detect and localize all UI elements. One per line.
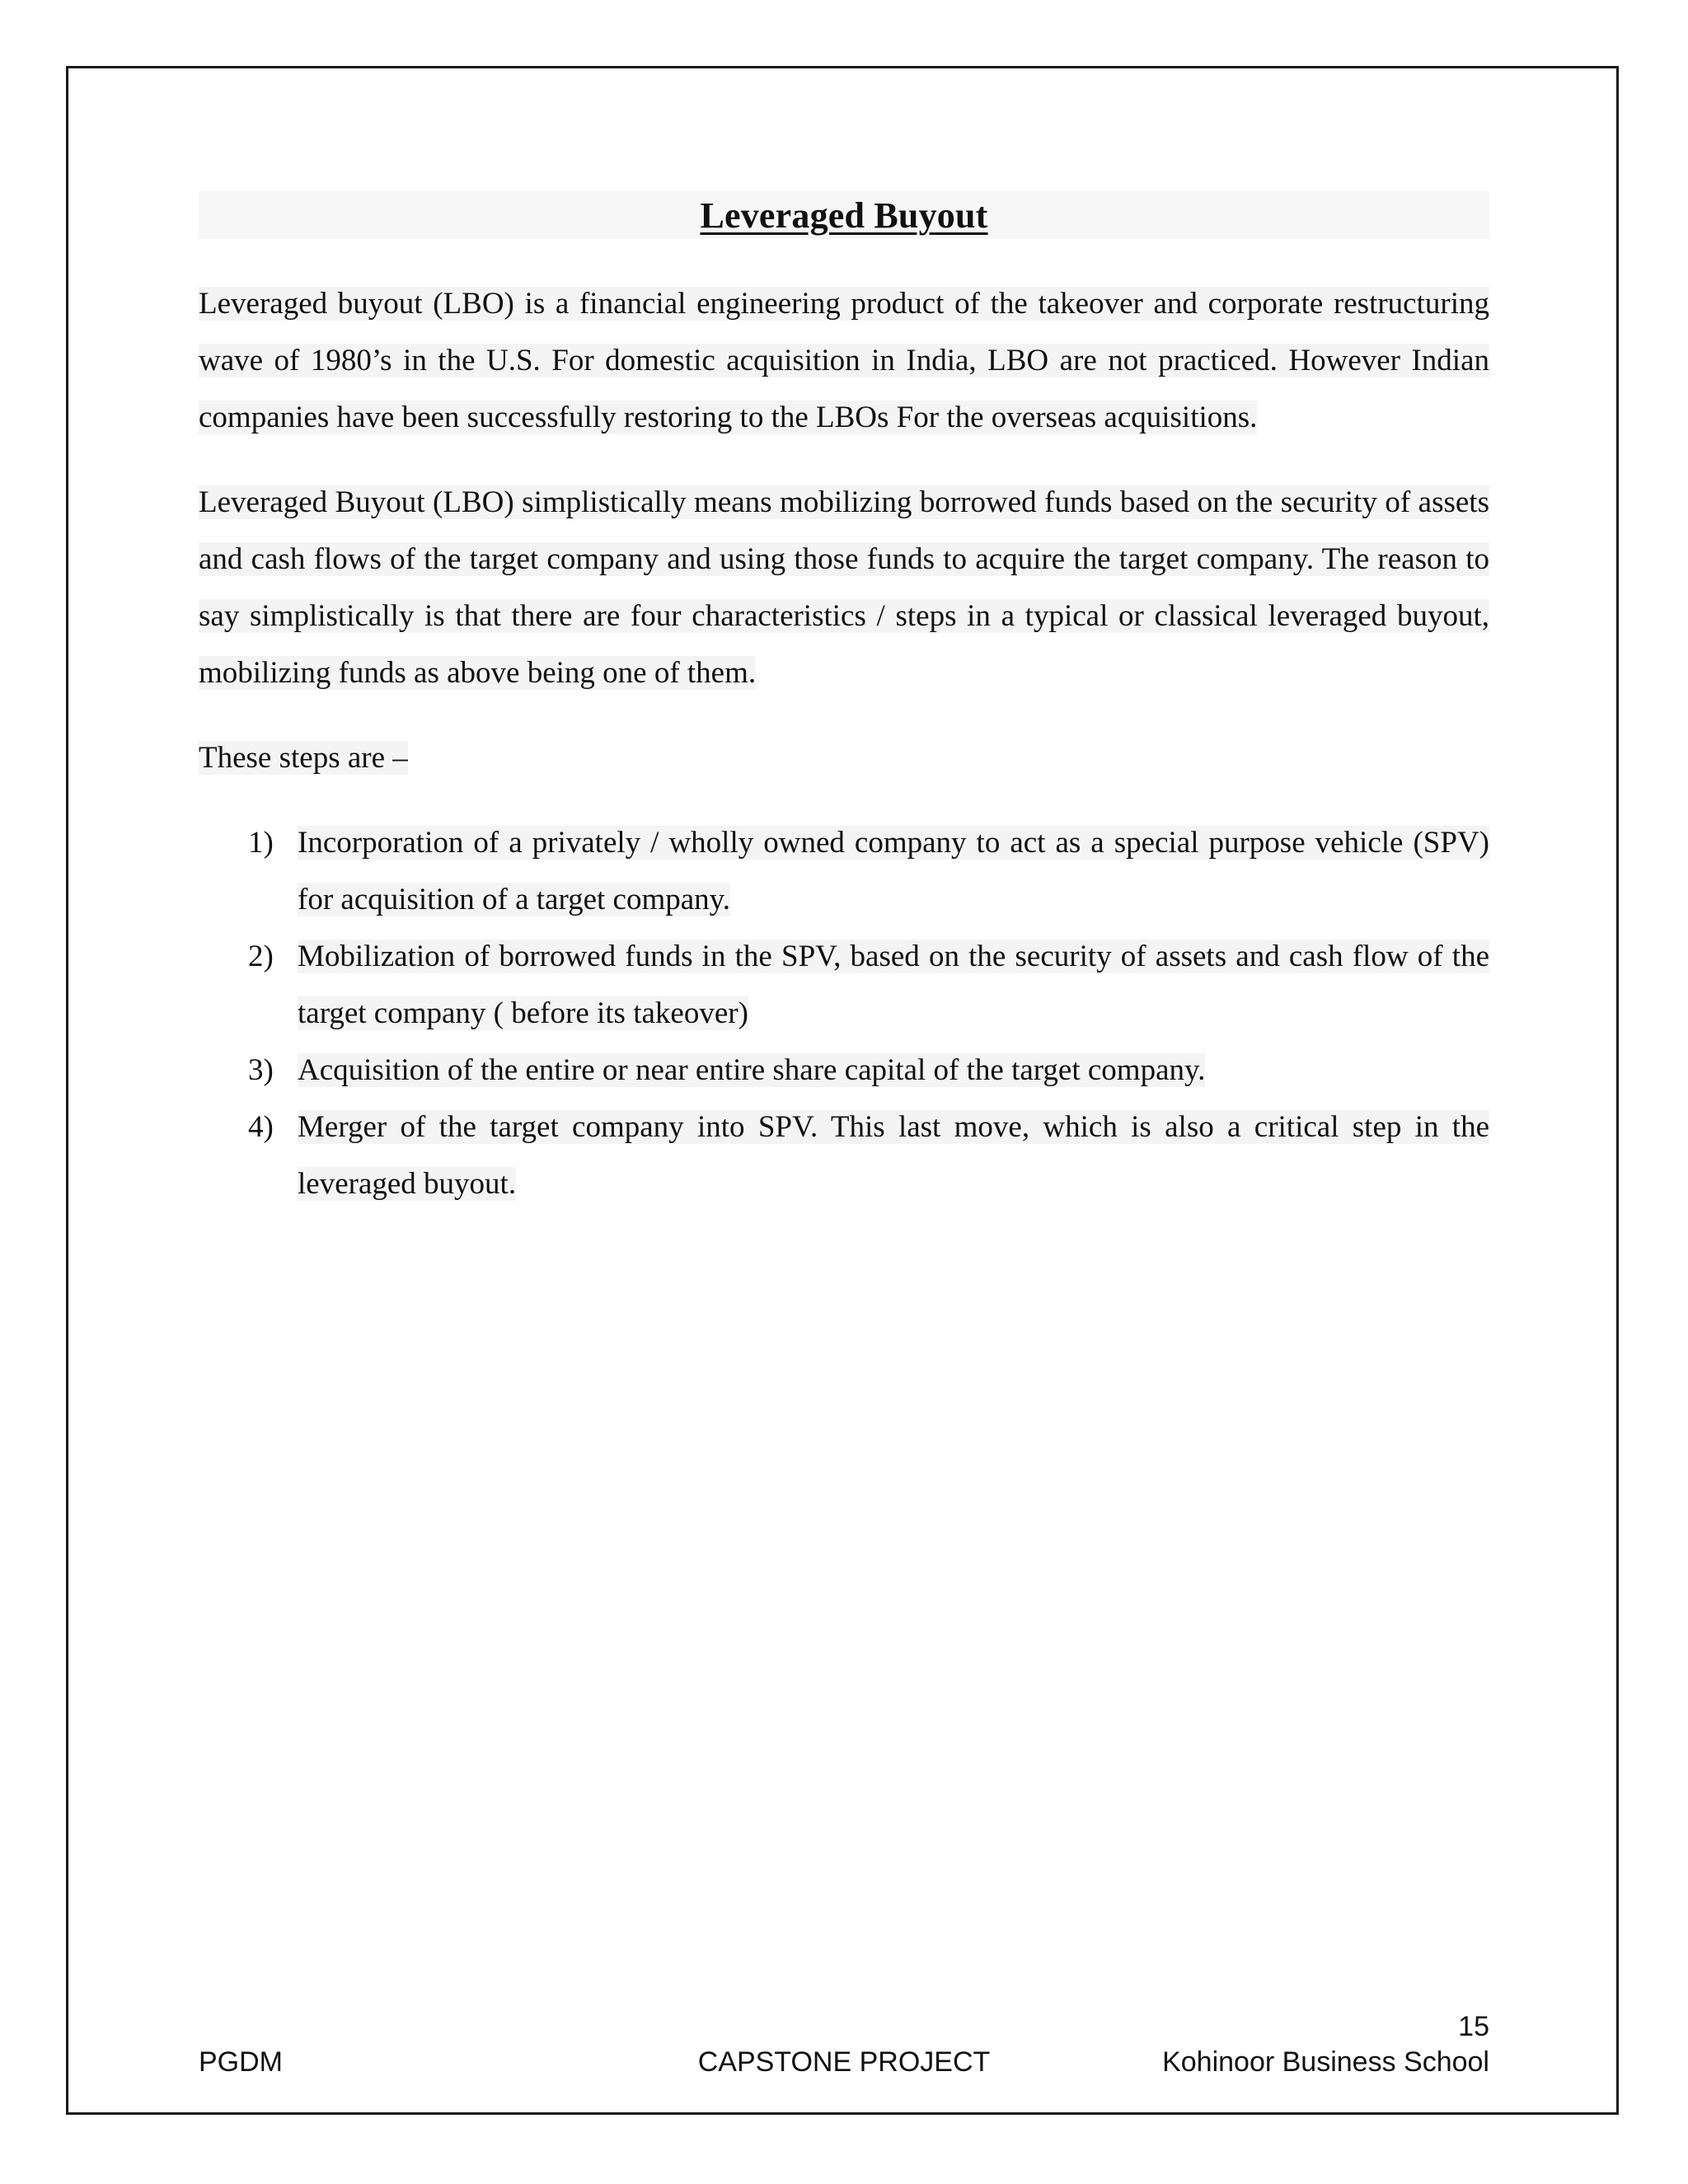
title-band: [199, 191, 1489, 239]
paragraph-lbo-definition: [199, 474, 1489, 701]
step-text: Incorporation of a privately / wholly owned company to act as a special purpose vehicle (SPV) for acquisition of a target company.: [298, 826, 1489, 916]
list-item: [199, 814, 1489, 928]
page-content: [199, 191, 1489, 1212]
paragraph-steps-intro: [199, 729, 1489, 786]
step-text: Acquisition of the entire or near entire share capital of the target company.: [298, 1053, 1206, 1087]
footer-center: CAPSTONE PROJECT: [697, 2046, 991, 2078]
paragraph-text: Leveraged buyout (LBO) is a financial engineering product of the takeover and corporate restructuring wave of 1980’s in the U.S. For domestic acquisition in India, LBO are not practiced. However Indian companies have been successfully restoring to the LBOs For the overseas acquisitions.: [199, 287, 1489, 434]
step-number: 2): [248, 940, 274, 973]
page-number: 15: [1458, 2011, 1489, 2042]
page-footer: [199, 2046, 1489, 2079]
list-item: [199, 1042, 1489, 1099]
paragraph-text: Leveraged Buyout (LBO) simplistically means mobilizing borrowed funds based on the security of assets and cash flows of the target company and using those funds to acquire the target company. The reason to say simplistically is that there are four characteristics / steps in a typical or classical leveraged buyout, mobilizing funds as above being one of them.: [199, 485, 1489, 690]
footer-right: Kohinoor Business School: [1162, 2046, 1489, 2078]
paragraph-lbo-intro: [199, 275, 1489, 446]
step-text: Mobilization of borrowed funds in the SPV, based on the security of assets and cash flow of the target company ( before its takeover): [298, 940, 1489, 1030]
step-text: Merger of the target company into SPV. This last move, which is also a critical step in the leveraged buyout.: [298, 1110, 1489, 1201]
step-number: 1): [248, 826, 274, 860]
list-item: [199, 1099, 1489, 1212]
paragraph-text: These steps are –: [199, 741, 408, 775]
list-item: [199, 928, 1489, 1042]
footer-left: PGDM: [199, 2046, 283, 2078]
step-number: 4): [248, 1110, 274, 1144]
page-title: Leveraged Buyout: [700, 194, 988, 236]
steps-list: [199, 814, 1489, 1212]
step-number: 3): [248, 1053, 274, 1087]
